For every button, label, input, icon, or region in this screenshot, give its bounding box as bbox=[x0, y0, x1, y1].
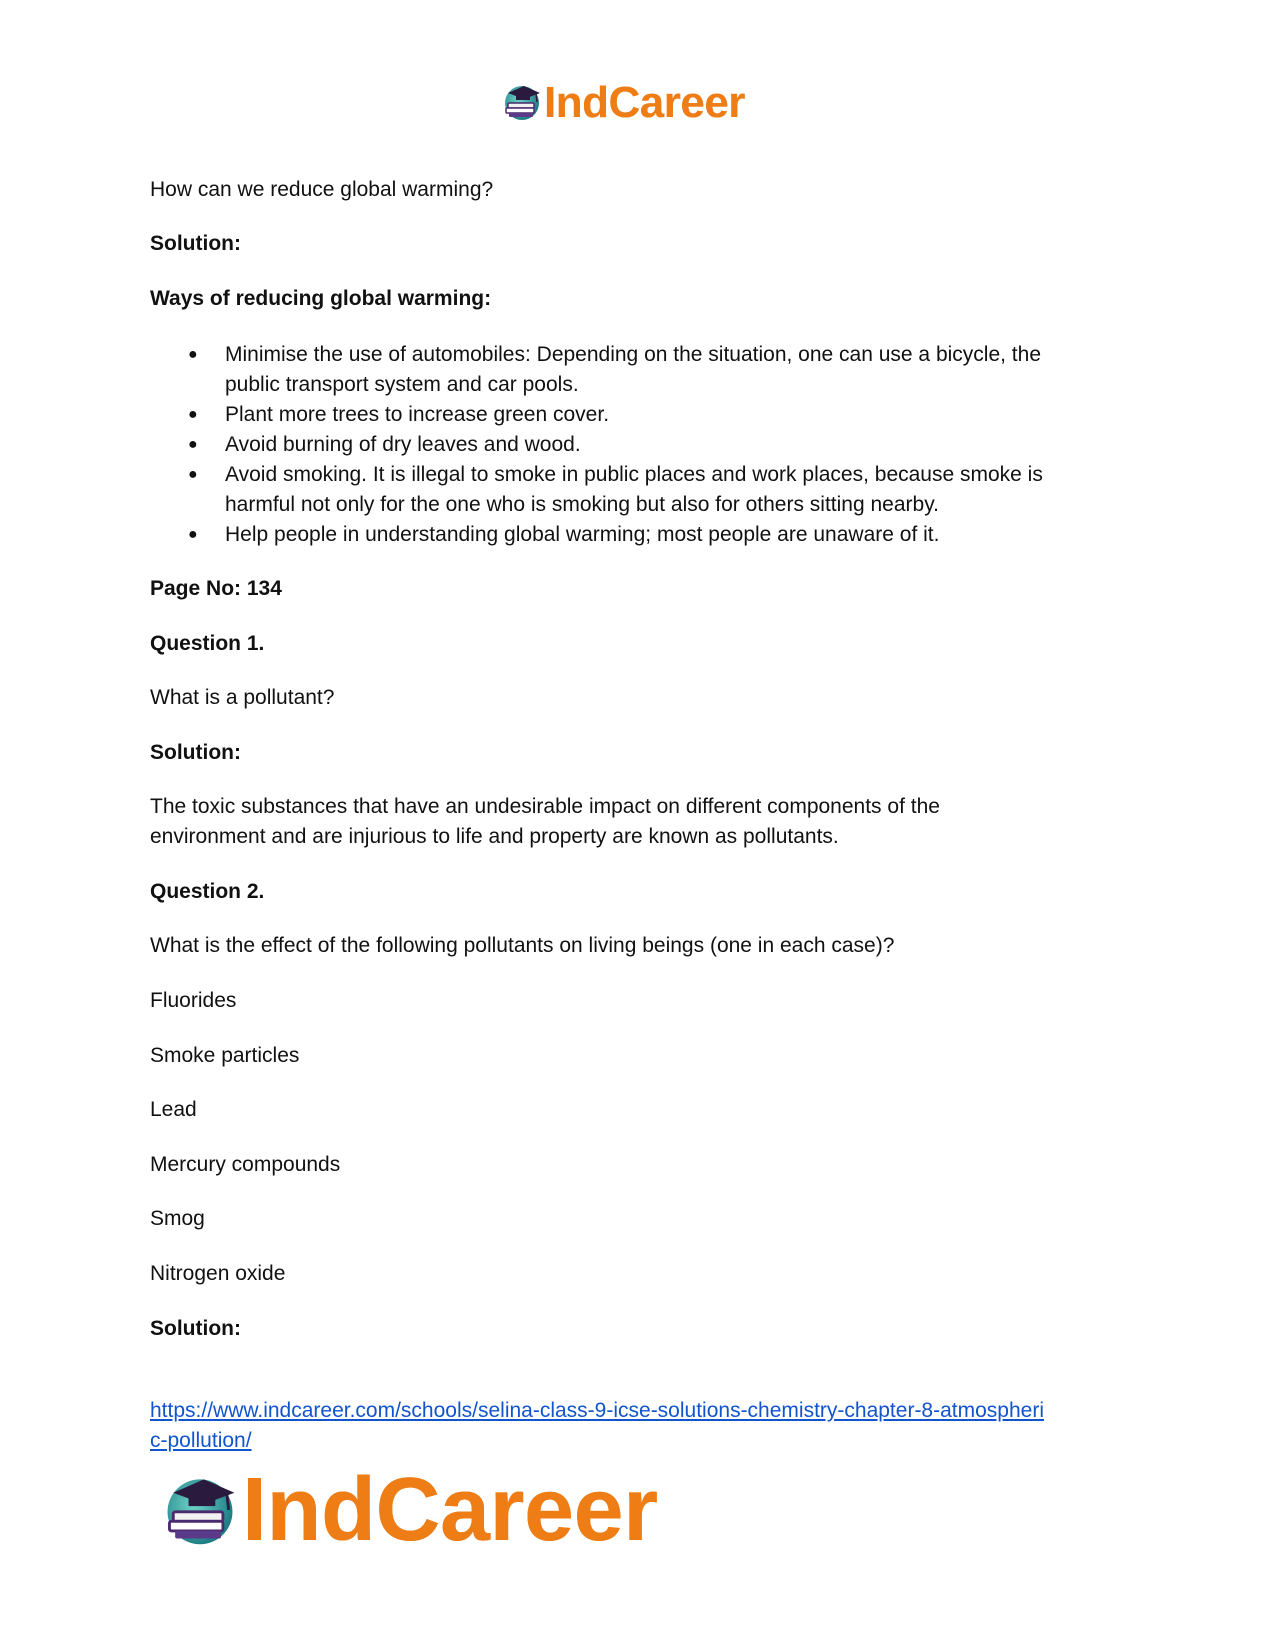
list-item-line: Avoid smoking. It is illegal to smoke in public places and work places, because smoke is bbox=[225, 463, 1043, 486]
ways-heading: Ways of reducing global warming: bbox=[150, 287, 492, 310]
solution-label: Solution: bbox=[150, 741, 241, 764]
solution-link-line: c-pollution/ bbox=[150, 1429, 252, 1452]
bullet-icon: ● bbox=[188, 406, 198, 423]
list-item bbox=[150, 460, 1115, 520]
list-item bbox=[150, 400, 1115, 430]
pollutant-item: Mercury compounds bbox=[150, 1153, 341, 1176]
bullet-icon: ● bbox=[188, 436, 198, 453]
graduation-cap-globe-books-icon bbox=[160, 1466, 240, 1555]
list-item-line: harmful not only for the one who is smoking but also for others sitting nearby. bbox=[225, 493, 939, 516]
question-1-label: Question 1. bbox=[150, 632, 265, 655]
list-item bbox=[150, 520, 1115, 550]
list-item-line: Minimise the use of automobiles: Depending on the situation, one can use a bicycle, the bbox=[225, 343, 1041, 366]
pollutant-item: Nitrogen oxide bbox=[150, 1262, 286, 1285]
header-logo bbox=[502, 78, 745, 128]
question-1-text: What is a pollutant? bbox=[150, 686, 335, 709]
footer-logo-text: IndCareer bbox=[242, 1460, 658, 1560]
solution-1-line: environment and are injurious to life and property are known as pollutants. bbox=[150, 825, 839, 848]
list-item bbox=[150, 430, 1115, 460]
page-number: Page No: 134 bbox=[150, 577, 282, 600]
solution-link[interactable] bbox=[150, 1396, 1135, 1456]
question-2-text: What is the effect of the following pollutants on living beings (one in each case)? bbox=[150, 934, 895, 957]
pollutant-item: Fluorides bbox=[150, 989, 237, 1012]
pollutant-item: Smog bbox=[150, 1207, 205, 1230]
list-item-line: Plant more trees to increase green cover. bbox=[225, 403, 610, 426]
bullet-icon: ● bbox=[188, 346, 198, 363]
list-item bbox=[150, 340, 1115, 400]
list-item-line: Avoid burning of dry leaves and wood. bbox=[225, 433, 581, 456]
graduation-cap-globe-books-icon bbox=[502, 79, 542, 128]
solution-1-line: The toxic substances that have an undesirable impact on different components of the bbox=[150, 795, 940, 818]
pollutant-item: Smoke particles bbox=[150, 1044, 300, 1067]
pollutant-item: Lead bbox=[150, 1098, 197, 1121]
bullet-icon: ● bbox=[188, 466, 198, 483]
solution-label: Solution: bbox=[150, 232, 241, 255]
list-item-line: Help people in understanding global warming; most people are unaware of it. bbox=[225, 523, 940, 546]
ways-list bbox=[150, 340, 1115, 550]
question-2-label: Question 2. bbox=[150, 880, 265, 903]
solution-link-line: https://www.indcareer.com/schools/selina-class-9-icse-solutions-chemistry-chapter-8-atmospheri bbox=[150, 1399, 1044, 1422]
solution-label: Solution: bbox=[150, 1317, 241, 1340]
bullet-icon: ● bbox=[188, 526, 198, 543]
list-item-line: public transport system and car pools. bbox=[225, 373, 579, 396]
footer-logo bbox=[160, 1460, 658, 1560]
intro-question: How can we reduce global warming? bbox=[150, 178, 494, 201]
header-logo-text: IndCareer bbox=[544, 78, 745, 127]
